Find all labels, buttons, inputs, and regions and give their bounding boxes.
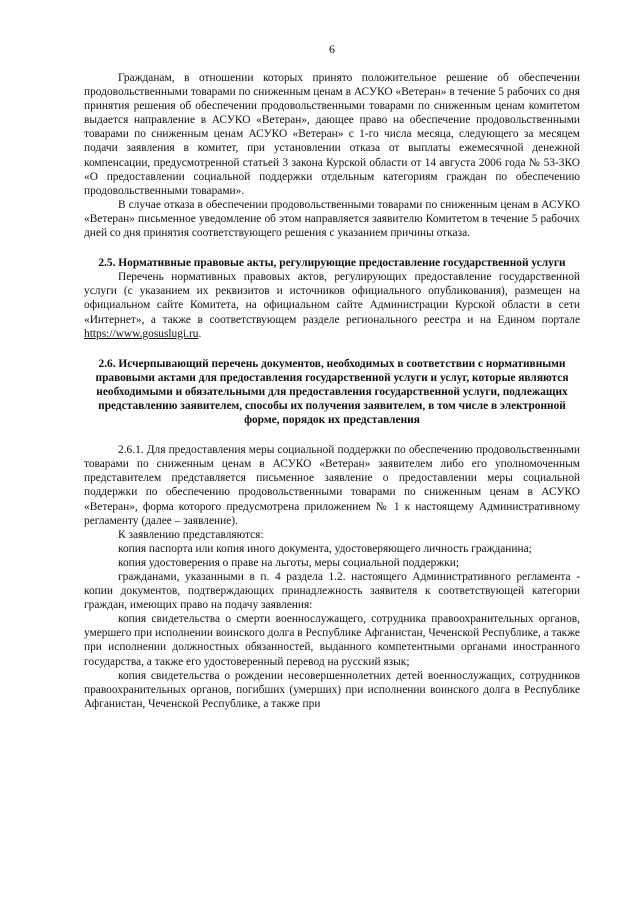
paragraph-birth-certificate: копия свидетельства о рождении несовершеннолетних детей военнослужащих, сотрудников правоохранительных органов, погибших (умерших) при исполнении воинского долга в Республике Афганистан, Чеченской Республике, а также при — [84, 669, 580, 710]
paragraph-death-certificate: копия свидетельства о смерти военнослужащего, сотрудника правоохранительных органов, умершего при исполнении воинского долга в Республике Афганистан, Чеченской Республике, а также при исполнении должностных обязанностей, выданного компетентными органами иностранного государства, а также его удостоверенный перевод на русский язык; — [84, 613, 580, 668]
paragraph-2-6-1: 2.6.1. Для предоставления меры социальной поддержки по обеспечению продовольственными товарами по сниженным ценам в АСУКО «Ветеран» заявителем либо его уполномоченным представителем представляется письменное заявление о предоставлении меры социальной поддержки по обеспечению продовольственными товарами по сниженным ценам в АСУКО «Ветеран», форма которого предусмотрена приложением № 1 к настоящему Административному регламенту (далее – заявление). — [84, 444, 580, 527]
paragraph-passport-copy: копия паспорта или копия иного документа, удостоверяющего личность гражданина; — [118, 542, 532, 555]
paragraph-refusal: В случае отказа в обеспечении продовольственными товарами по сниженным ценам в АСУКО «Ветеран» письменное уведомление об этом направляется заявителю Комитетом в течение 5 рабочих дней со дня принятия соответствующего решения с указанием причины отказа. — [84, 198, 580, 240]
page-number: 6 — [329, 42, 335, 56]
legal-acts-end: . — [198, 327, 202, 340]
paragraph-positive-decision: Гражданам, в отношении которых принято положительное решение об обеспечении продовольственными товарами по сниженным ценам в АСУКО «Ветеран» в течение 5 рабочих со дня принятия решения об обеспечении продовольственными товарами по сниженным ценам комитетом выдается направление в АСУКО «Ветеран», дающее право на обеспечение продовольственными товарами по сниженным ценам АСУКО «Ветеран» с 1-го числа месяца, следующего за месяцем подачи заявления в комитет, при установлении отказа от выплаты ежемесячной денежной компенсации, предусмотренной статьей 3 закона Курской области от 14 августа 2006 года № 53-ЗКО «О предоставлении социальной поддержки отдельным категориям граждан по обеспечению продовольственными товарами». — [84, 72, 580, 197]
paragraph-attachments-intro: К заявлению представляются: — [118, 528, 264, 541]
section-heading-2-5: 2.5. Нормативные правовые акты, регулирующие предоставление государственной услуги — [98, 257, 566, 270]
paragraph-benefits-certificate: копия удостоверения о праве на льготы, меры социальной поддержки; — [118, 556, 460, 569]
section-heading-2-6: 2.6. Исчерпывающий перечень документов, необходимых в соответствии с нормативными правовыми актами для предоставления государственной услуги и услуг, которые являются необходимыми и обязательными для предоставления государственной услуги, подлежащих представлению заявителем, способы их получения заявителем, в том числе в электронной форме, порядок их представления — [95, 357, 569, 427]
paragraph-category-documents: гражданами, указанными в п. 4 раздела 1.2. настоящего Административного регламента - копии документов, подтверждающих принадлежность заявителя к соответствующей категории граждан, имеющих право на подачу заявления: — [84, 571, 580, 612]
paragraph-legal-acts — [84, 270, 580, 340]
legal-acts-text: Перечень нормативных правовых актов, регулирующих предоставление государственной услуги (с указанием их реквизитов и источников официального опубликования), размещен на официальном сайте Комитета, на официальном сайте Администрации Курской области в сети «Интернет», а также в соответствующем разделе регионального реестра и на Едином портале — [84, 271, 580, 326]
gosuslugi-link[interactable]: https://www.gosuslugi.ru — [84, 327, 199, 340]
